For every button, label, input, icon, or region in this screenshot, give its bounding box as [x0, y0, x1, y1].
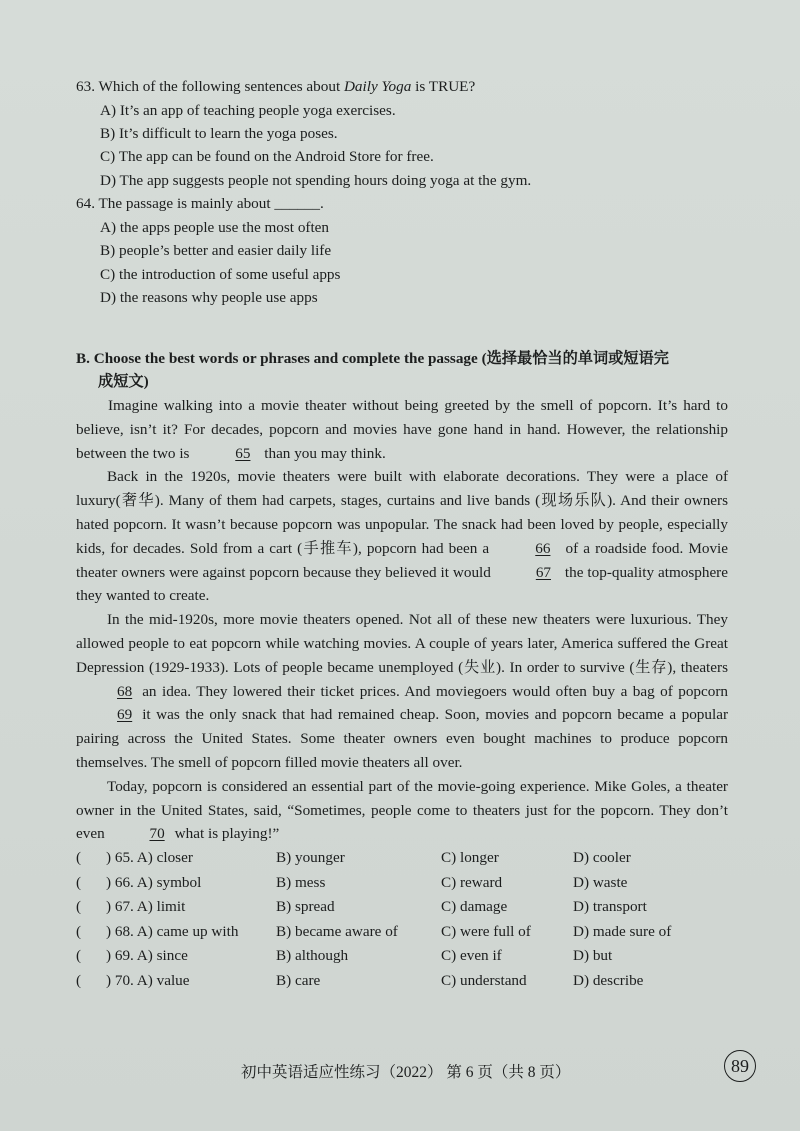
- choice-69-b[interactable]: B) although: [276, 947, 349, 965]
- choice-68-a[interactable]: ) 68. A) came up with: [106, 922, 239, 940]
- answer-paren[interactable]: (: [76, 971, 82, 989]
- answer-paren[interactable]: (: [76, 947, 82, 965]
- passage-text: of a roadside food. Movie theater owners were against popcorn because they believed it would: [76, 539, 728, 581]
- choice-row-67: [76, 898, 736, 923]
- passage-text: it was the only snack that had remained cheap. Soon, movies and popcorn became a popular pairing across the United States. Some theater owners even bought machines to produce popcorn themselves. The smell of popcorn filled movie theaters all over.: [76, 706, 728, 771]
- choice-67-b[interactable]: B) spread: [276, 898, 335, 916]
- choice-67-d[interactable]: D) transport: [573, 898, 647, 916]
- question-63-option-a: A) It’s an app of teaching people yoga exercises.: [100, 102, 396, 119]
- choice-67-a[interactable]: ) 67. A) limit: [106, 898, 186, 916]
- choice-66-d[interactable]: D) waste: [573, 873, 628, 891]
- choice-70-b[interactable]: B) care: [276, 971, 321, 989]
- choice-70-d[interactable]: D) describe: [573, 971, 644, 989]
- question-64-option-c: C) the introduction of some useful apps: [100, 266, 341, 283]
- page-number-badge: 89: [724, 1050, 756, 1082]
- passage-text: the top-quality atmosphere they wanted to create.: [76, 563, 728, 605]
- choice-69-a[interactable]: ) 69. A) since: [106, 947, 188, 965]
- blank-70[interactable]: 70: [149, 825, 165, 843]
- choice-70-a[interactable]: ) 70. A) value: [106, 971, 190, 989]
- choice-67-c[interactable]: C) damage: [441, 898, 508, 916]
- choice-row-65: [76, 849, 736, 874]
- blank-69[interactable]: 69: [117, 706, 133, 724]
- question-63-prefix: 63. Which of the following sentences about: [76, 78, 344, 95]
- choice-65-b[interactable]: B) younger: [276, 849, 345, 866]
- answer-paren[interactable]: (: [76, 922, 82, 940]
- passage-text: Imagine walking into a movie theater without being greeted by the smell of popcorn. It’s hard to believe, isn’t it? For decades, popcorn and movies have gone hand in hand. However, the relationship between the two is: [76, 397, 728, 462]
- choice-68-d[interactable]: D) made sure of: [573, 922, 672, 940]
- section-b-heading: [76, 347, 736, 393]
- blank-65[interactable]: 65: [235, 444, 251, 462]
- section-b-heading-line2: 成短文): [98, 373, 149, 390]
- blank-67[interactable]: 67: [535, 563, 551, 581]
- question-63-option-b: B) It’s difficult to learn the yoga poses.: [100, 125, 338, 142]
- section-b-heading-line1: B. Choose the best words or phrases and complete the passage (选择最恰当的单词或短语完: [76, 350, 669, 367]
- choice-65-a[interactable]: ) 65. A) closer: [106, 849, 193, 866]
- passage-text: than you may think.: [260, 444, 386, 462]
- choice-row-69: [76, 947, 736, 972]
- choice-68-b[interactable]: B) became aware of: [276, 922, 398, 940]
- cloze-passage: [76, 394, 728, 846]
- choice-65-c[interactable]: C) longer: [441, 849, 499, 866]
- choice-row-66: [76, 874, 736, 899]
- question-64-option-a: A) the apps people use the most often: [100, 219, 330, 236]
- choice-66-c[interactable]: C) reward: [441, 873, 503, 891]
- blank-68[interactable]: 68: [117, 682, 133, 700]
- question-63-stem: [76, 77, 475, 97]
- question-63-option-d: D) The app suggests people not spending hours doing yoga at the gym.: [100, 172, 532, 189]
- choice-68-c[interactable]: C) were full of: [441, 922, 531, 940]
- choice-65-d[interactable]: D) cooler: [573, 849, 631, 866]
- question-63-suffix: is TRUE?: [411, 78, 476, 95]
- answer-paren[interactable]: (: [76, 898, 82, 916]
- passage-text: In the mid-1920s, more movie theaters opened. Not all of these new theaters were luxurious. They allowed people to eat popcorn while watching movies. A couple of years later, America suffered the Great Depression (1929-1933). Lots of people became unemployed (失业). In order to survive (生存), theaters: [76, 611, 728, 676]
- choice-row-68: [76, 923, 736, 948]
- choice-69-d[interactable]: D) but: [573, 947, 613, 965]
- footer-text: 初中英语适应性练习（2022） 第 6 页（共 8 页）: [241, 1064, 571, 1081]
- question-63-option-c: C) The app can be found on the Android Store for free.: [100, 148, 434, 165]
- choice-70-c[interactable]: C) understand: [441, 971, 527, 989]
- question-64-stem: 64. The passage is mainly about ______.: [76, 195, 324, 212]
- passage-paragraph-4: [76, 775, 728, 846]
- question-64-option-d: D) the reasons why people use apps: [100, 289, 318, 306]
- choice-69-c[interactable]: C) even if: [441, 947, 502, 965]
- blank-66[interactable]: 66: [535, 539, 551, 557]
- question-63-app-title: Daily Yoga: [343, 78, 412, 95]
- choice-row-70: [76, 972, 736, 997]
- passage-text: what is playing!”: [174, 825, 280, 843]
- passage-text: Back in the 1920s, movie theaters were built with elaborate decorations. They were a place of luxury(奢华). Many of them had carpets, stages, curtains and live bands (现场乐队). And their owners hated popcorn. It wasn’t because popcorn was unpopular. The snack had been loved by people, especially kids, for decades. Sold from a cart (手推车), popcorn had been a: [76, 468, 728, 557]
- passage-paragraph-2: [76, 465, 728, 608]
- choice-66-b[interactable]: B) mess: [276, 873, 326, 891]
- choice-66-a[interactable]: ) 66. A) symbol: [106, 873, 202, 891]
- passage-text: Today, popcorn is considered an essential part of the movie-going experience. Mike Goles, a theater owner in the United States, said, “Sometimes, people come to theaters just for the popcorn. They don’t even: [76, 777, 728, 843]
- answer-paren[interactable]: (: [76, 849, 82, 866]
- answer-paren[interactable]: (: [76, 873, 82, 891]
- passage-text: an idea. They lowered their ticket prices. And moviegoers would often buy a bag of popcorn: [142, 682, 728, 700]
- answer-choices: [76, 849, 736, 997]
- passage-paragraph-1: [76, 394, 728, 465]
- question-64-option-b: B) people’s better and easier daily life: [100, 242, 332, 259]
- passage-paragraph-3: [76, 608, 728, 775]
